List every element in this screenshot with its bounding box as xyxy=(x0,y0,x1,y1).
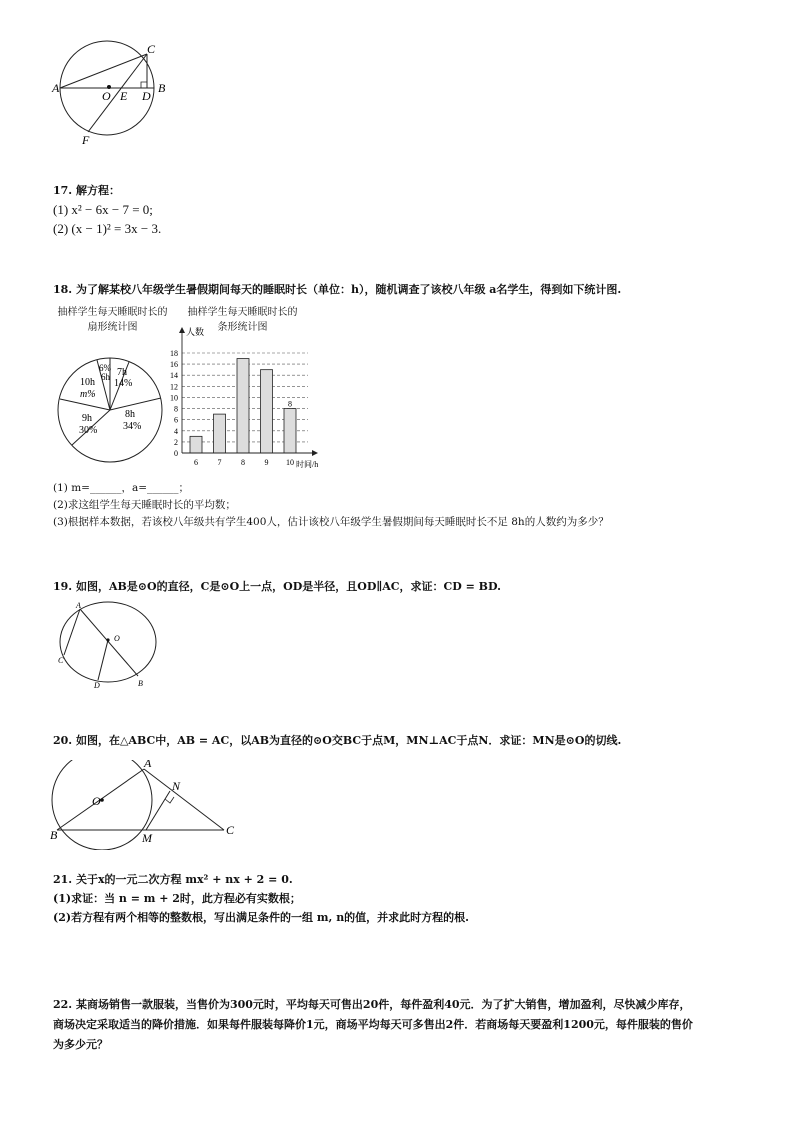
y-axis-label: 人数 xyxy=(186,327,205,337)
point-label: F xyxy=(82,133,90,147)
triangle-circle-figure-20 xyxy=(48,760,238,850)
x-axis-arrow xyxy=(312,450,318,456)
point-label: M xyxy=(142,831,152,845)
point-label: A xyxy=(52,81,60,95)
y-tick-label: 12 xyxy=(170,382,178,392)
question-title: 21. 关于x的一元二次方程 mx² + nx + 2 = 0. xyxy=(53,873,293,886)
pie-label: 6h xyxy=(101,372,110,382)
y-tick-label: 14 xyxy=(170,371,178,381)
point-label: O xyxy=(92,794,101,808)
y-axis-arrow xyxy=(179,327,185,333)
pie-title-line: 抽样学生每天睡眠时长的 xyxy=(57,307,168,318)
pie-label: m% xyxy=(80,389,96,400)
bar-7 xyxy=(214,414,226,453)
point-label: A xyxy=(76,601,81,610)
question-17 xyxy=(53,181,161,238)
pie-label: 8h xyxy=(125,409,135,420)
question-18-sub3: (3)根据样本数据，若该校八年级共有学生400人，估计该校八年级学生暑假期间每天睡眠时长不足 8h的人数约为多少？ xyxy=(53,516,609,528)
question-19-title: 19. 如图，AB是⊙O的直径，C是⊙O上一点，OD是半径，且OD∥AC，求证：CD = BD. xyxy=(53,580,501,593)
point-label: A xyxy=(144,760,152,770)
point-label: N xyxy=(172,779,181,793)
pie-chart xyxy=(55,355,165,465)
point-label: C xyxy=(58,656,64,665)
pie-label: 34% xyxy=(123,421,142,432)
point-label: O xyxy=(114,634,120,643)
equation: (1) x² − 6x − 7 = 0; xyxy=(53,202,153,217)
pie-label: 7h xyxy=(117,367,127,378)
y-tick-label: 0 xyxy=(174,449,178,458)
point-label: B xyxy=(138,679,143,688)
bar-chart xyxy=(160,325,350,475)
question-item: (1)求证：当 n = m + 2时，此方程必有实数根； xyxy=(53,892,301,905)
pie-chart-title xyxy=(55,305,170,335)
x-tick-label: 7 xyxy=(217,458,222,467)
point-label: D xyxy=(94,681,100,690)
data-label: 8 xyxy=(288,399,292,409)
question-item: (2)若方程有两个相等的整数根，写出满足条件的一组 m, n的值，并求此时方程的根. xyxy=(53,911,470,924)
question-18-title: 18. 为了解某校八年级学生暑假期间每天的睡眠时长（单位：h），随机调查了该校八年级 a名学生，得到如下统计图. xyxy=(53,283,622,296)
ellipse-figure-19 xyxy=(52,600,162,692)
pie-label: 14% xyxy=(114,378,133,389)
pie-label: 10h xyxy=(80,377,95,388)
x-tick-label: 8 xyxy=(241,458,245,467)
bar-title-line: 条形统计图 xyxy=(217,322,268,333)
question-line: 商场决定采取适当的降价措施．如果每件服装每降价1元，商场平均每天可多售出2件．若商场每天要盈利1200元，每件服装的售价 xyxy=(53,1018,693,1031)
point-label: C xyxy=(147,42,156,56)
question-22 xyxy=(53,995,693,1055)
bar-6 xyxy=(190,436,202,453)
bar-title-line: 抽样学生每天睡眠时长的 xyxy=(187,307,298,318)
circle-figure-16 xyxy=(50,38,180,148)
equation: (2) (x − 1)² = 3x − 3. xyxy=(53,221,162,236)
x-tick-label: 6 xyxy=(194,458,198,467)
point-label: E xyxy=(120,89,128,103)
bar-10 xyxy=(284,409,296,453)
x-axis-label: 时间/h xyxy=(296,460,319,469)
question-20-title: 20. 如图，在△ABC中，AB = AC，以AB为直径的⊙O交BC于点M，MN⊥AC于点N．求证：MN是⊙O的切线. xyxy=(53,734,622,747)
pie-label: 9h xyxy=(82,413,92,424)
question-line: 22. 某商场销售一款服装，当售价为300元时，平均每天可售出20件，每件盈利40元．为了扩大销售，增加盈利，尽快减少库存， xyxy=(53,998,691,1011)
question-18-sub1: (1) m=______，a=______； xyxy=(53,482,190,494)
y-tick-label: 2 xyxy=(174,437,178,447)
point-label: D xyxy=(142,89,151,103)
x-tick-label: 9 xyxy=(264,458,269,467)
y-tick-label: 10 xyxy=(170,393,178,403)
point-label: B xyxy=(50,828,58,842)
question-21 xyxy=(53,870,469,927)
question-18-sub2: (2)求这组学生每天睡眠时长的平均数； xyxy=(53,499,236,511)
x-tick-label: 10 xyxy=(286,458,294,467)
y-tick-label: 18 xyxy=(170,349,178,358)
bar-9 xyxy=(261,370,273,453)
point-label: O xyxy=(102,89,111,103)
point-label: C xyxy=(226,823,235,837)
y-tick-label: 6 xyxy=(174,415,178,425)
y-tick-label: 4 xyxy=(174,426,178,436)
y-tick-label: 16 xyxy=(170,360,178,370)
pie-label: 6% xyxy=(99,363,111,373)
question-line: 为多少元？ xyxy=(53,1038,108,1051)
question-title: 17. 解方程： xyxy=(53,184,120,197)
point-label: B xyxy=(158,81,166,95)
pie-title-line: 扇形统计图 xyxy=(87,322,138,333)
pie-label: 30% xyxy=(79,425,98,436)
y-tick-label: 8 xyxy=(174,404,178,414)
bar-8 xyxy=(237,359,249,453)
